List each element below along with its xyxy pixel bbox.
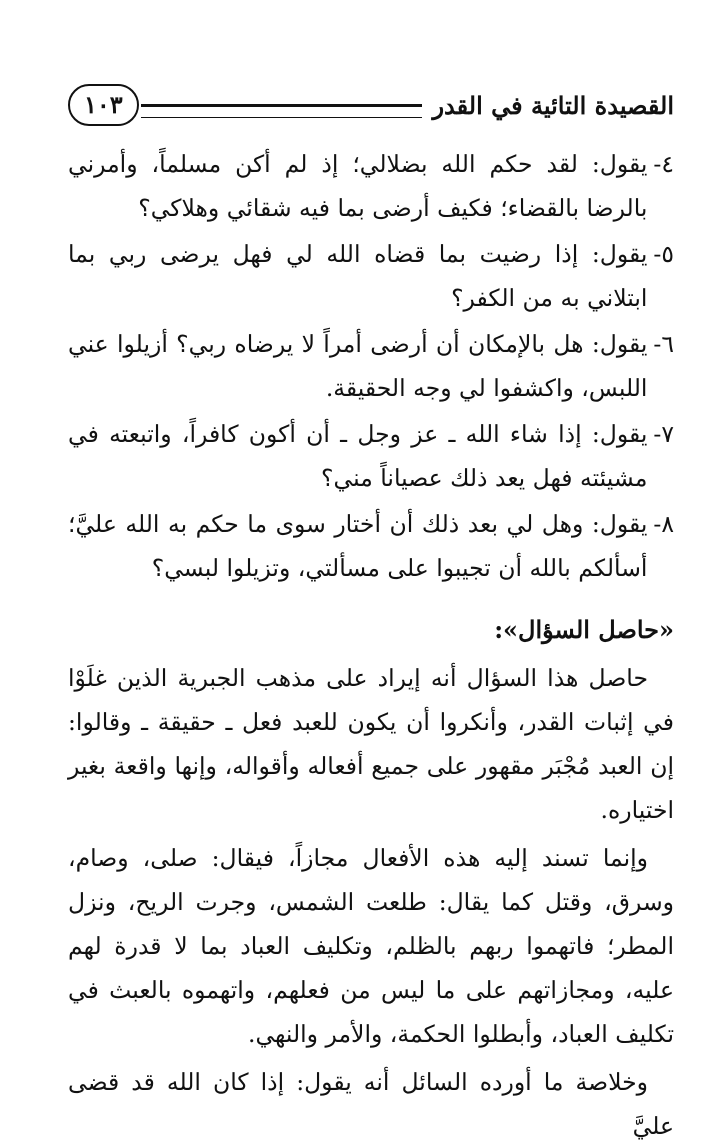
- item-number: ٨-: [653, 510, 674, 538]
- list-item: [68, 502, 674, 590]
- item-number: ٤-: [653, 150, 674, 178]
- paragraph: وخلاصة ما أورده السائل أنه يقول: إذا كان الله قد قضى عليَّ: [68, 1068, 674, 1140]
- list-item: [68, 322, 674, 410]
- list-item: [68, 142, 674, 230]
- list-item: [68, 412, 674, 500]
- paragraph: وإنما تسند إليه هذه الأفعال مجازاً، فيقال: صلى، وصام، وسرق، وقتل كما يقال: طلعت الشمس، وجرت الريح، ونزل المطر؛ فاتهموا ربهم بالظلم، وتكليف العباد بما لا قدرة لهم عليه، ومجازاتهم على ما ليس من فعلهم، واتهموه بالعبث في تكليف العباد، وأبطلوا الحكمة، والأمر والنهي.: [68, 844, 674, 1048]
- item-number: ٦-: [653, 330, 674, 358]
- item-text: يقول: إذا رضيت بما قضاه الله لي فهل يرضى ربي بما ابتلاني به من الكفر؟: [68, 240, 648, 312]
- list-item: [68, 232, 674, 320]
- running-header: [68, 82, 674, 128]
- page-number: ١٠٣: [68, 84, 139, 126]
- item-text: يقول: هل بالإمكان أن أرضى أمراً لا يرضاه ربي؟ أزيلوا عني اللبس، واكشفوا لي وجه الحقيقة.: [68, 330, 648, 402]
- item-number: ٥-: [653, 240, 674, 268]
- item-number: ٧-: [653, 420, 674, 448]
- item-text: يقول: وهل لي بعد ذلك أن أختار سوى ما حكم به الله عليَّ؛ أسألكم بالله أن تجيبوا على مسألتي، وتزيلوا لبسي؟: [68, 510, 648, 582]
- header-title: القصيدة التائية في القدر: [432, 90, 674, 120]
- item-text: يقول: لقد حكم الله بضلالي؛ إذ لم أكن مسلماً، وأمرني بالرضا بالقضاء؛ فكيف أرضى بما فيه شقائي وهلاكي؟: [68, 150, 648, 222]
- book-page: [68, 82, 674, 1140]
- numbered-items: [68, 142, 674, 590]
- header-rule: [141, 104, 423, 118]
- section-heading: «حاصل السؤال»:: [494, 615, 674, 644]
- paragraph: حاصل هذا السؤال أنه إيراد على مذهب الجبرية الذين غلَوْا في إثبات القدر، وأنكروا أن يكون للعبد فعل ـ حقيقة ـ وقالوا: إن العبد مُجْبَر مقهور على جميع أفعاله وأقواله، وإنها واقعة بغير اختياره.: [68, 664, 674, 824]
- item-text: يقول: إذا شاء الله ـ عز وجل ـ أن أكون كافراً، واتبعته في مشيئته فهل يعد ذلك عصياناً مني؟: [68, 420, 648, 492]
